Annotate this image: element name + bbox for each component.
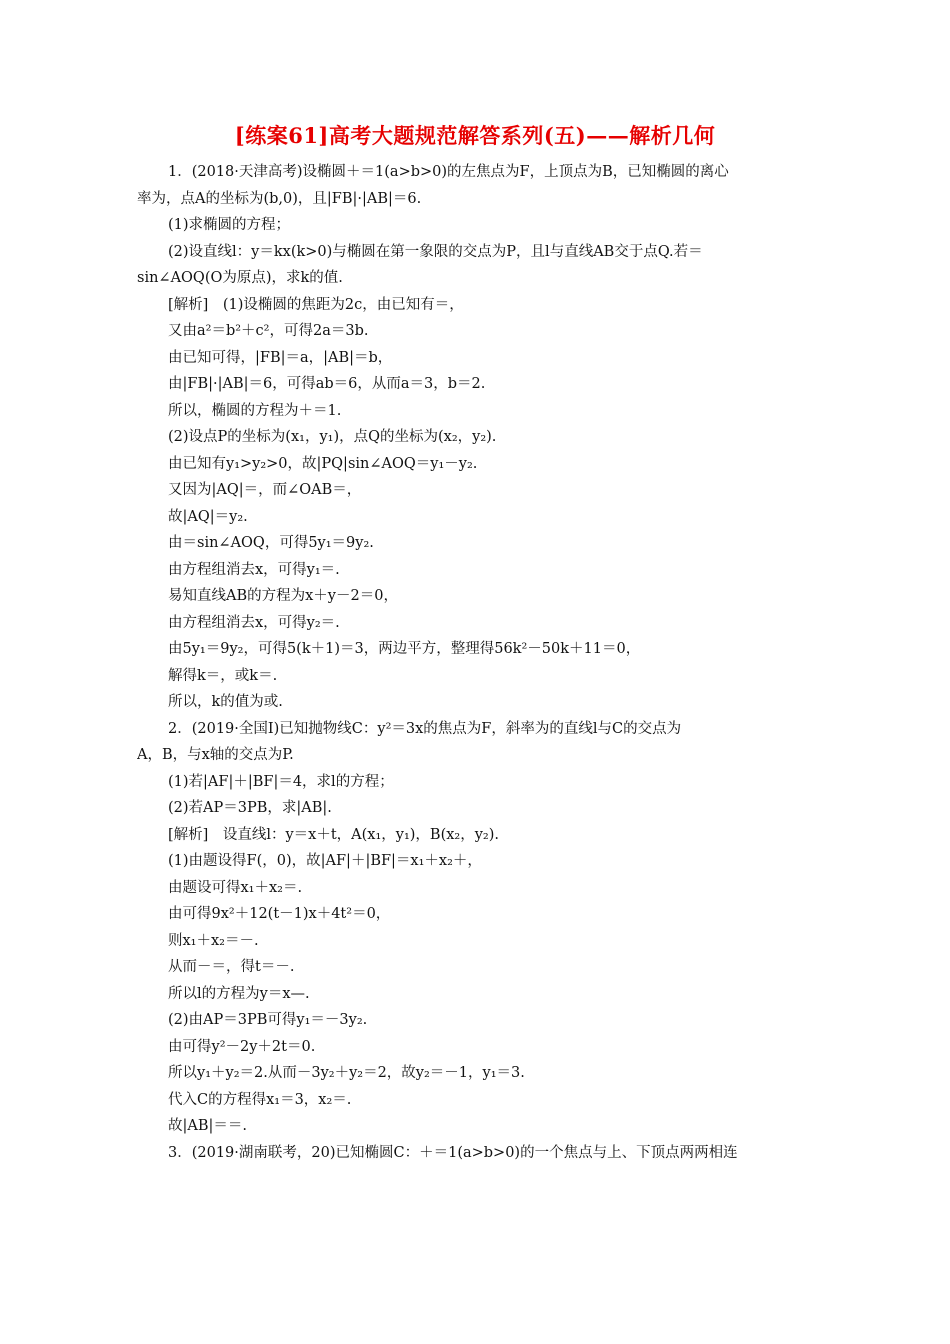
text-line: 所以，k的值为或. bbox=[168, 694, 283, 710]
text-line: 由5y₁＝9y₂，可得5(k＋1)＝3，两边平方，整理得56k²－50k＋11＝0， bbox=[168, 641, 641, 657]
text-line: (2)若AP＝3PB，求|AB|. bbox=[168, 800, 332, 816]
text-line: sin∠AOQ(O为原点)，求k的值. bbox=[137, 270, 343, 286]
text-line: (2)设直线l：y＝kx(k>0)与椭圆在第一象限的交点为P，且l与直线AB交于点Q.若＝ bbox=[168, 243, 703, 260]
text-line: 解得k＝，或k＝. bbox=[168, 667, 278, 684]
text-line: [解析] 设直线l：y＝x＋t，A(x₁，y₁)，B(x₂，y₂). bbox=[168, 826, 499, 843]
text-line: (1)由题设得F(，0)，故|AF|＋|BF|＝x₁＋x₂＋， bbox=[168, 853, 482, 869]
text-line: 由方程组消去x，可得y₁＝. bbox=[168, 561, 340, 578]
text-line: 故|AQ|＝y₂. bbox=[168, 508, 248, 525]
text-line: A，B，与x轴的交点为P. bbox=[137, 747, 294, 763]
text-line: 由＝sin∠AOQ，可得5y₁＝9y₂. bbox=[168, 535, 374, 551]
text-line: 代入C的方程得x₁＝3，x₂＝. bbox=[168, 1091, 352, 1108]
text-line: 所以，椭圆的方程为＋＝1. bbox=[168, 402, 342, 419]
text-line: 由可得y²－2y＋2t＝0. bbox=[168, 1038, 316, 1055]
text-line: [解析] (1)设椭圆的焦距为2c，由已知有＝， bbox=[168, 296, 464, 313]
document-title: [练案61]高考大题规范解答系列(五)——解析几何 bbox=[234, 123, 716, 148]
text-line: 则x₁＋x₂＝－. bbox=[168, 932, 259, 949]
text-line: 所以l的方程为y＝x—. bbox=[168, 985, 310, 1002]
text-line: 由已知有y₁>y₂>0，故|PQ|sin∠AOQ＝y₁－y₂. bbox=[168, 455, 478, 472]
text-line: 由可得9x²＋12(t－1)x＋4t²＝0， bbox=[168, 906, 391, 922]
text-line: 由已知可得，|FB|＝a，|AB|＝b， bbox=[168, 349, 393, 366]
text-line: 从而－＝，得t＝－. bbox=[168, 959, 295, 975]
text-line: 故|AB|＝＝. bbox=[168, 1118, 248, 1134]
text-line: 又由a²＝b²＋c²，可得2a＝3b. bbox=[168, 323, 369, 339]
text-line: (2)由AP＝3PB可得y₁＝－3y₂. bbox=[168, 1012, 368, 1028]
text-line: 2．(2019·全国Ⅰ)已知抛物线C：y²＝3x的焦点为F，斜率为的直线l与C的交点为 bbox=[168, 720, 682, 737]
text-line: 率为，点A的坐标为(b,0)，且|FB|·|AB|＝6. bbox=[137, 190, 422, 207]
text-line: 3．(2019·湖南联考，20)已知椭圆C：＋＝1(a>b>0)的一个焦点与上、下顶点两两相连 bbox=[168, 1144, 738, 1161]
text-line: 由方程组消去x，可得y₂＝. bbox=[168, 614, 340, 631]
text-line: 易知直线AB的方程为x＋y－2＝0， bbox=[168, 588, 398, 604]
text-line: 又因为|AQ|＝，而∠OAB＝， bbox=[168, 482, 362, 498]
text-line: 1．(2018·天津高考)设椭圆＋＝1(a>b>0)的左焦点为F，上顶点为B，已知椭圆的离心 bbox=[168, 164, 729, 180]
text-line: 由题设可得x₁＋x₂＝. bbox=[168, 879, 303, 896]
text-line: (1)求椭圆的方程； bbox=[168, 217, 291, 233]
text-line: (1)若|AF|＋|BF|＝4，求l的方程； bbox=[168, 773, 394, 790]
text-line: 所以y₁＋y₂＝2.从而－3y₂＋y₂＝2，故y₂＝－1，y₁＝3. bbox=[168, 1065, 525, 1081]
document-body bbox=[137, 159, 817, 1166]
text-line: 由|FB|·|AB|＝6，可得ab＝6，从而a＝3，b＝2. bbox=[168, 376, 486, 392]
text-line: (2)设点P的坐标为(x₁，y₁)，点Q的坐标为(x₂，y₂). bbox=[168, 429, 497, 445]
